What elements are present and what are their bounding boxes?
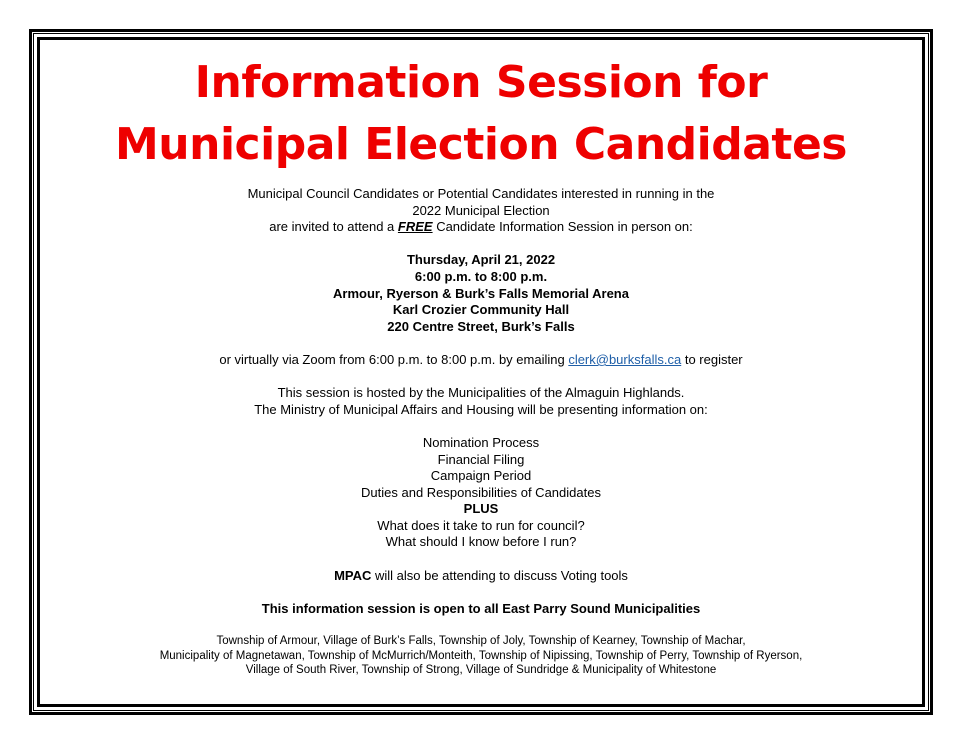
hosted-line-2: The Ministry of Municipal Affairs and Housing will be presenting information on: (254, 401, 708, 417)
title-line-2: Municipal Election Candidates (115, 119, 847, 170)
intro-text: are invited to attend a (269, 219, 398, 235)
intro-text: Candidate Information Session in person on: (432, 219, 693, 235)
event-hall: Karl Crozier Community Hall (392, 302, 570, 318)
flyer-content (40, 40, 922, 678)
event-time: 6:00 p.m. to 8:00 p.m. (414, 268, 548, 284)
title-line-1: Information Session for (194, 57, 768, 108)
virtual-text: or virtually via Zoom from 6:00 p.m. to 8:00 p.m. by emailing (219, 351, 569, 367)
municipalities-line-2: Municipality of Magnetawan, Township of McMurrich/Monteith, Township of Nipissing, Township of Perry, Township of Ryerson, (159, 649, 803, 662)
email-link[interactable]: clerk@burksfalls.ca (568, 351, 682, 367)
hosted-line-1: This session is hosted by the Municipalities of the Almaguin Highlands. (277, 385, 685, 401)
event-address: 220 Centre Street, Burk’s Falls (387, 318, 575, 334)
municipalities-line-1: Township of Armour, Village of Burk’s Falls, Township of Joly, Township of Kearney, Township of Machar, (216, 635, 746, 648)
page-title (40, 52, 922, 176)
intro-line-3 (40, 219, 922, 236)
virtual-line (40, 352, 922, 369)
topic-item: Nomination Process (422, 434, 540, 450)
intro-line-1: Municipal Council Candidates or Potential Candidates interested in running in the (247, 186, 715, 201)
municipalities-line-3: Village of South River, Township of Strong, Village of Sundridge & Municipality of Whitestone (245, 664, 717, 677)
open-notice: This information session is open to all East Parry Sound Municipalities (261, 600, 701, 616)
plus-item: What does it take to run for council? (377, 517, 585, 533)
mpac-label: MPAC (334, 567, 372, 583)
event-date: Thursday, April 21, 2022 (406, 252, 556, 268)
mpac-text: will also be attending to discuss Voting tools (371, 567, 628, 583)
plus-item: What should I know before I run? (385, 534, 577, 550)
free-emphasis: FREE (397, 219, 433, 235)
plus-label: PLUS (463, 501, 499, 517)
topic-item: Campaign Period (430, 468, 532, 484)
topic-item: Financial Filing (437, 451, 525, 467)
mpac-line (40, 568, 922, 585)
virtual-text: to register (681, 351, 743, 367)
event-venue: Armour, Ryerson & Burk’s Falls Memorial Arena (333, 285, 629, 301)
topic-item: Duties and Responsibilities of Candidates (361, 484, 601, 500)
intro-line-2: 2022 Municipal Election (412, 202, 550, 218)
